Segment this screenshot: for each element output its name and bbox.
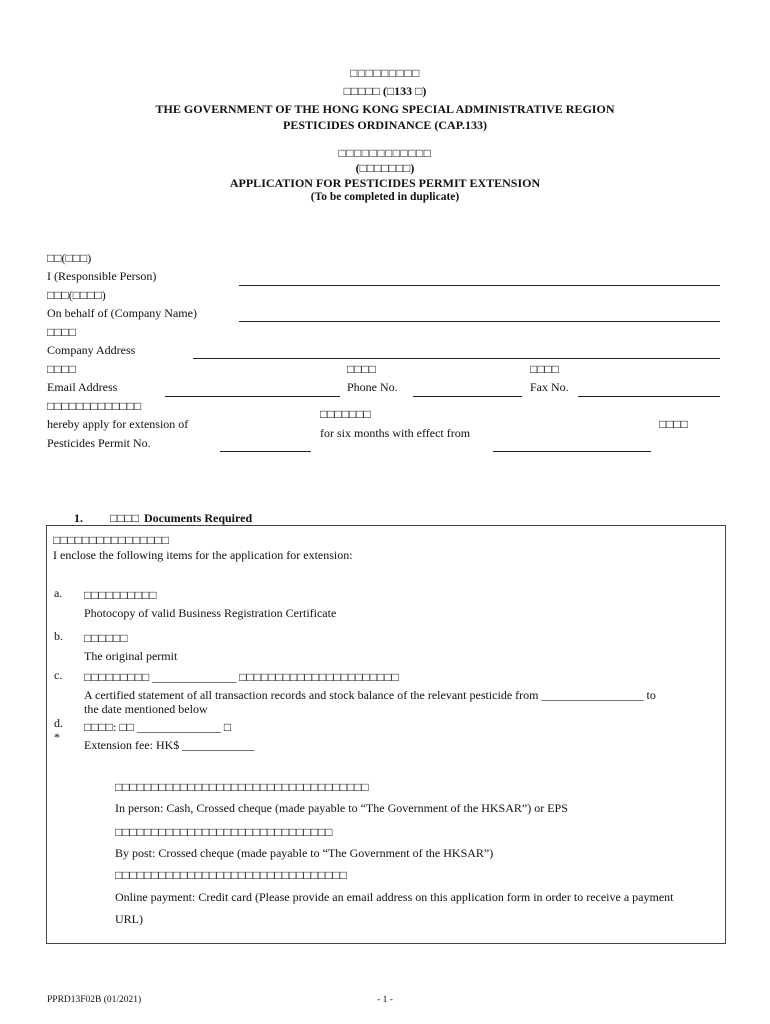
item-a-cjk-text: □□□□□□□□□□	[84, 588, 157, 602]
company-name-label: On behalf of (Company Name)	[47, 306, 197, 320]
extension-fee-text: Extension fee: HK$ ____________	[84, 738, 255, 752]
enclose-text: I enclose the following items for the application for extension:	[53, 548, 353, 562]
permit-no-field[interactable]	[220, 451, 311, 452]
fax-label: Fax No.	[530, 380, 569, 394]
header-cjk-title: □□□□□□□□□□□□	[338, 146, 432, 160]
page-number: - 1 -	[377, 995, 393, 1005]
item-a-marker: a.	[54, 586, 63, 600]
section-1-heading: Documents Required	[144, 511, 253, 525]
payment-by-post-cjk: □□□□□□□□□□□□□□□□□□□□□□□□□□□□□□	[115, 825, 333, 839]
form-code: PPRD13F02B (01/2021)	[47, 995, 142, 1005]
item-b-cjk-text: □□□□□□	[84, 631, 128, 645]
enclose-cjk-text: □□□□□□□□□□□□□□□□	[53, 533, 169, 547]
company-address-label: Company Address	[47, 343, 136, 357]
item-b-text: The original permit	[84, 649, 178, 663]
apply-extension-label: hereby apply for extension of	[47, 417, 189, 431]
item-d-cjk-text: □□□□: □□ ______________ □	[84, 720, 232, 734]
phone-field[interactable]	[413, 396, 522, 397]
fax-cjk-label: □□□□	[530, 362, 559, 376]
permit-no-label: Pesticides Permit No.	[47, 436, 151, 450]
header-cjk-government: □□□□□□□□□	[350, 66, 420, 80]
section-1-number: 1.	[74, 511, 83, 525]
company-name-field[interactable]	[239, 321, 720, 322]
payment-in-person: In person: Cash, Crossed cheque (made payable to “The Government of the HKSAR”) or EPS	[115, 801, 568, 815]
item-d-asterisk: *	[54, 730, 60, 744]
apply-extension-cjk-label: □□□□□□□□□□□□□	[47, 399, 142, 413]
phone-cjk-label: □□□□	[347, 362, 376, 376]
item-c-marker: c.	[54, 668, 63, 682]
item-d-marker: d.	[54, 716, 63, 730]
item-c-text-continued: the date mentioned below	[84, 702, 208, 716]
company-name-cjk-label: □□□(□□□□)	[47, 288, 106, 302]
fax-field[interactable]	[578, 396, 720, 397]
effective-date-field[interactable]	[493, 451, 651, 452]
payment-in-person-cjk: □□□□□□□□□□□□□□□□□□□□□□□□□□□□□□□□□□□	[115, 780, 369, 794]
payment-online-continued: URL)	[115, 912, 143, 926]
header-cjk-duplicate: (□□□□□□□)	[355, 161, 415, 175]
item-b-marker: b.	[54, 629, 63, 643]
phone-label: Phone No.	[347, 380, 398, 394]
email-cjk-label: □□□□	[47, 362, 76, 376]
header-cjk-ordinance: □□□□□ (□133 □)	[343, 84, 427, 98]
section-1-cjk-heading: □□□□	[110, 511, 139, 525]
email-label: Email Address	[47, 380, 118, 394]
form-subtitle: (To be completed in duplicate)	[310, 191, 460, 203]
item-c-text: A certified statement of all transaction records and stock balance of the relevant pesticide from _________________ to	[84, 688, 656, 702]
effective-date-cjk-label: □□□□	[659, 417, 688, 431]
item-c-cjk-text: □□□□□□□□□ ______________ □□□□□□□□□□□□□□□□□□□□□□	[84, 670, 399, 684]
responsible-person-cjk-label: □□(□□□)	[47, 251, 92, 265]
form-title: APPLICATION FOR PESTICIDES PERMIT EXTENSION	[229, 176, 541, 190]
header-government: THE GOVERNMENT OF THE HONG KONG SPECIAL ADMINISTRATIVE REGION	[155, 102, 615, 116]
six-months-label: for six months with effect from	[320, 426, 471, 440]
six-months-cjk-label: □□□□□□□	[320, 407, 371, 421]
company-address-cjk-label: □□□□	[47, 325, 76, 339]
company-address-field[interactable]	[193, 358, 720, 359]
responsible-person-label: I (Responsible Person)	[47, 269, 157, 283]
header-ordinance: PESTICIDES ORDINANCE (CAP.133)	[283, 118, 487, 132]
payment-by-post: By post: Crossed cheque (made payable to “The Government of the HKSAR”)	[115, 846, 494, 860]
payment-online-cjk: □□□□□□□□□□□□□□□□□□□□□□□□□□□□□□□□	[115, 868, 347, 882]
responsible-person-field[interactable]	[239, 285, 720, 286]
payment-online: Online payment: Credit card (Please provide an email address on this application form in order to receive a payment	[115, 890, 674, 904]
email-field[interactable]	[165, 396, 340, 397]
item-a-text: Photocopy of valid Business Registration Certificate	[84, 606, 337, 620]
